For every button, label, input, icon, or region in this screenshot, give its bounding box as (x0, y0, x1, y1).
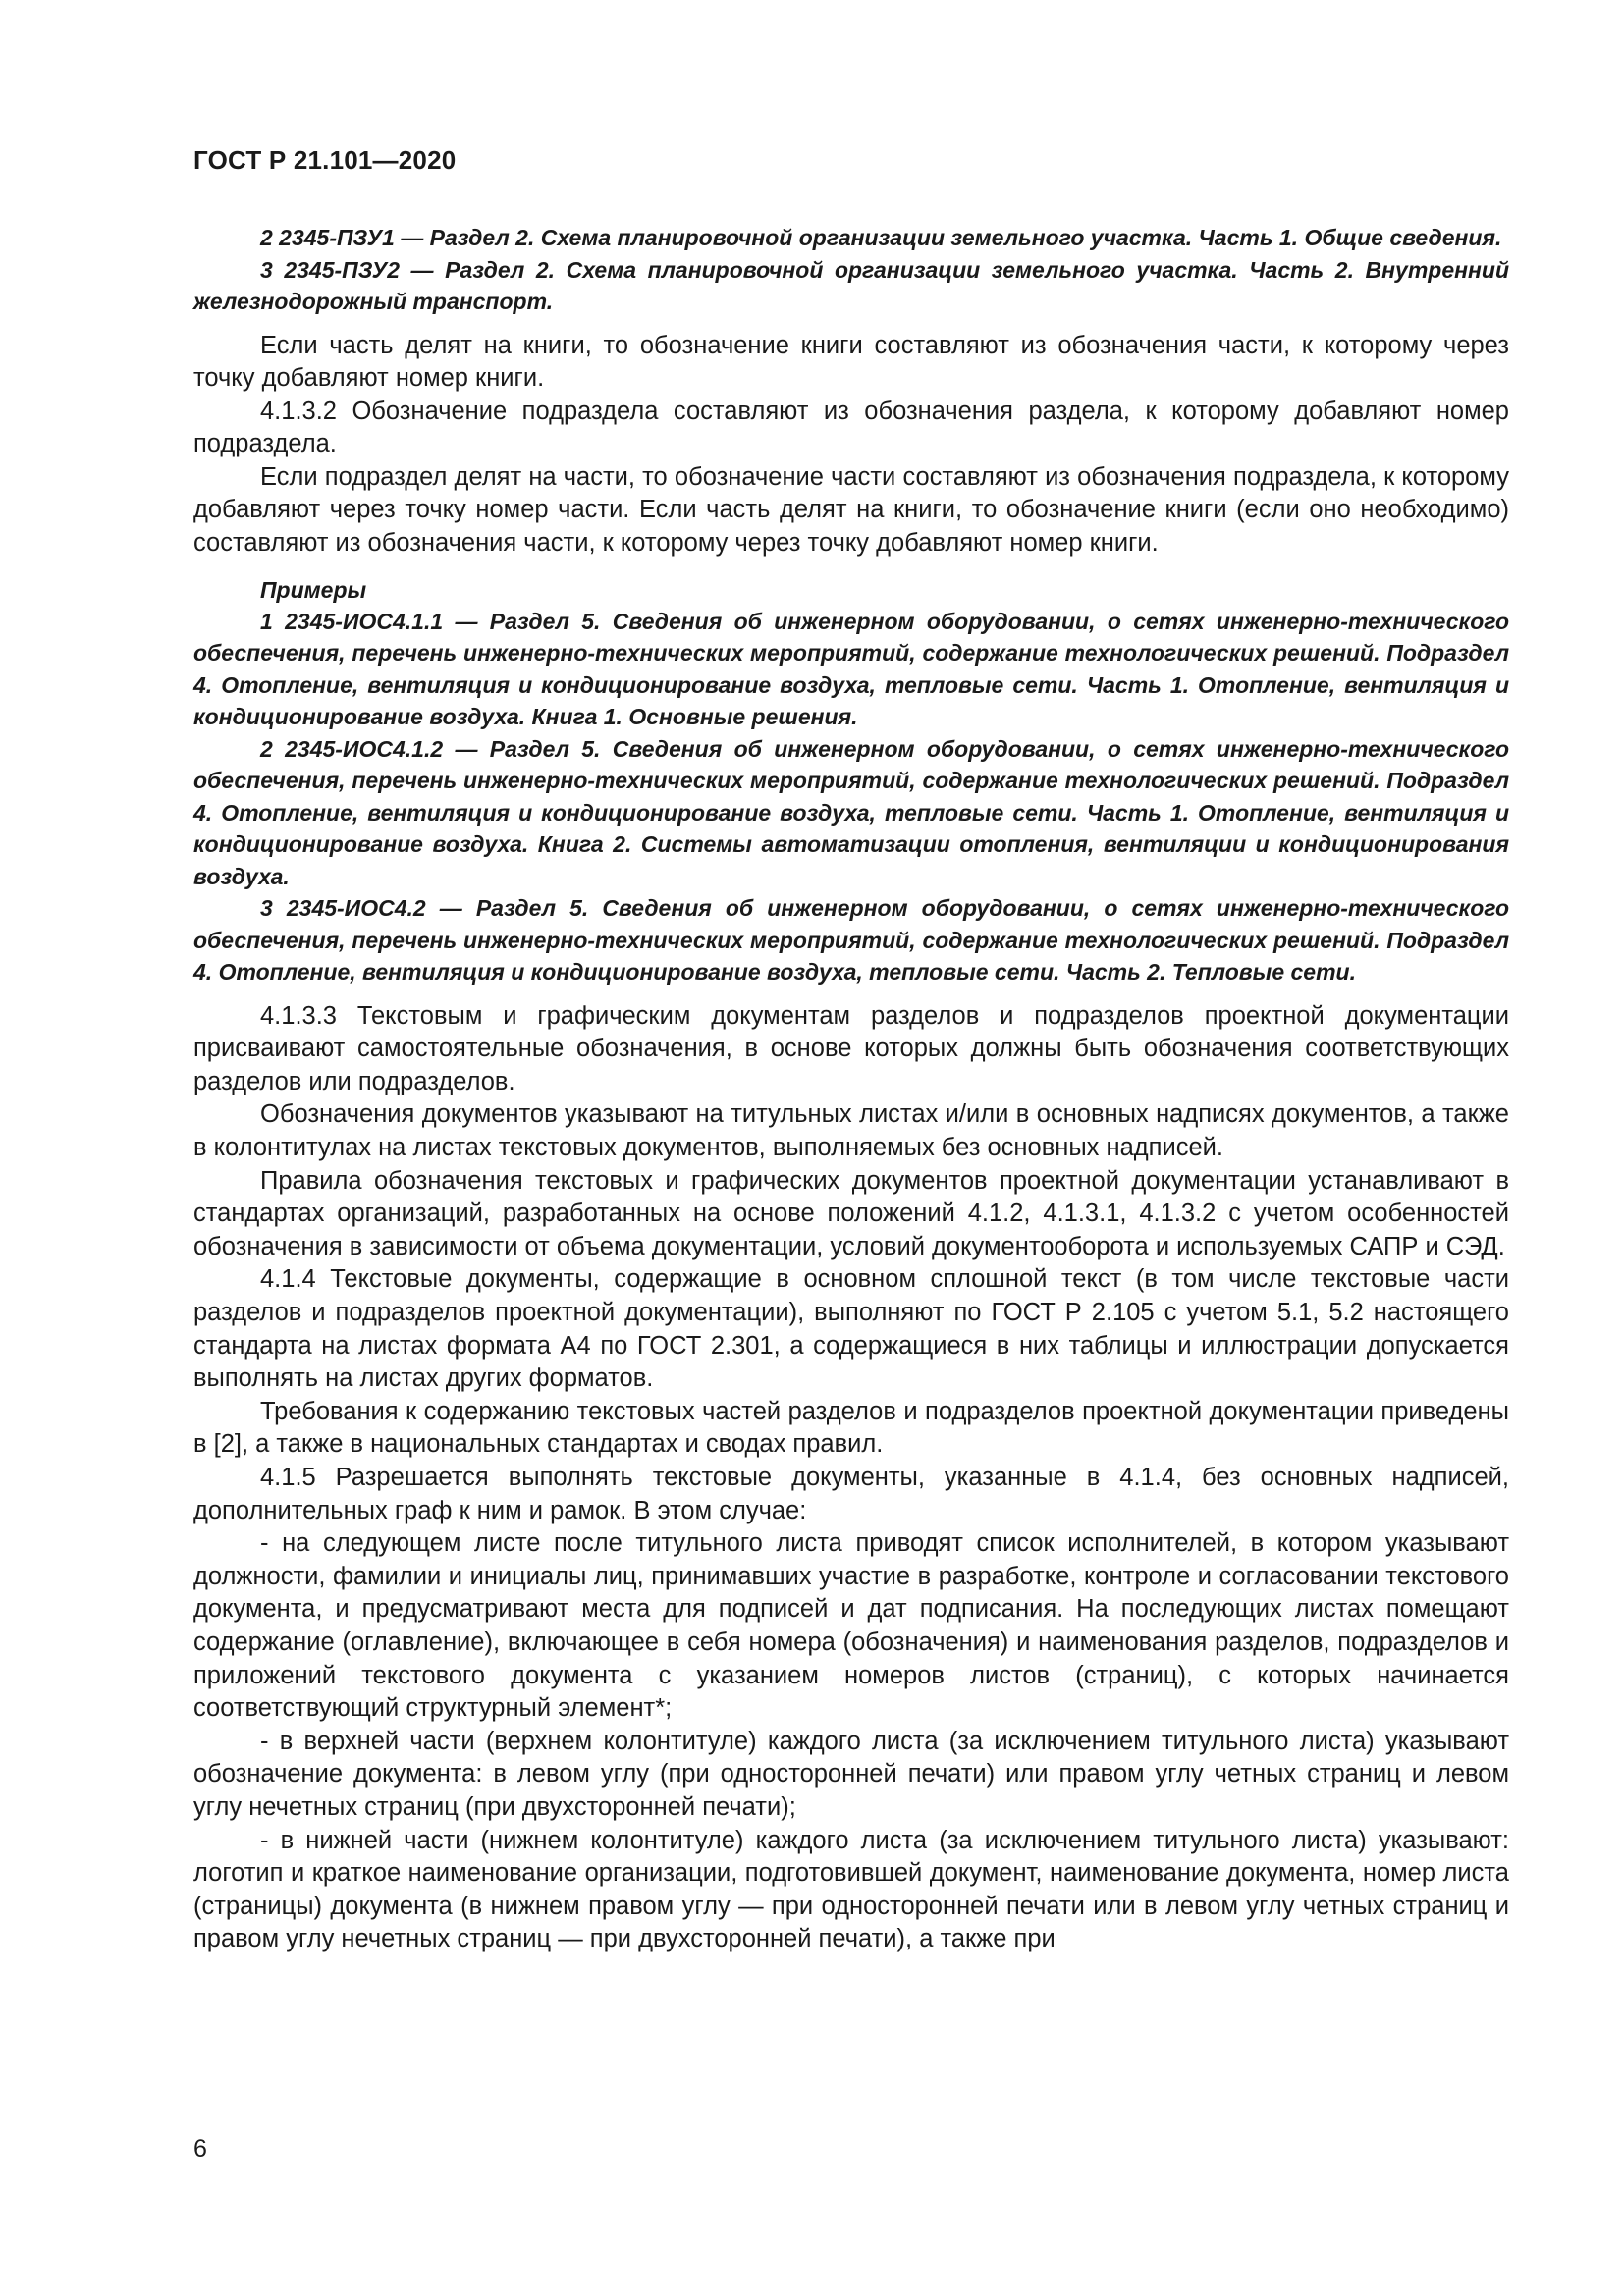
body-paragraph: Требования к содержанию текстовых частей разделов и подразделов проектной документации приведены в [2], а также в национальных стандартах и сводах правил. (193, 1397, 1509, 1459)
body-paragraph: Обозначения документов указывают на титульных листах и/или в основных надписях документов, а также в колонтитулах на листах текстовых документов, выполняемых без основных надписей. (193, 1100, 1509, 1162)
page-content (193, 222, 1509, 1956)
body-paragraph: 4.1.3.3 Текстовым и графическим документам разделов и подразделов проектной документации присваивают самостоятельные обозначения, в основе которых должны быть обозначения соответствующих разделов или подразделов. (193, 1001, 1509, 1095)
body-paragraph: Если часть делят на книги, то обозначение книги составляют из обозначения части, к которому через точку добавляют номер книги. (193, 331, 1509, 393)
document-code-header: ГОСТ Р 21.101—2020 (193, 145, 457, 175)
example-paragraph: 1 2345-ИОС4.1.1 — Раздел 5. Сведения об инженерном оборудовании, о сетях инженерно-технического обеспечения, перечень инженерно-технических мероприятий, содержание технологических решений. Подраздел 4. Отопление, вентиляция и кондиционирование воздуха, тепловые сети. Часть 1. Отопление, вентиляция и кондиционирование воздуха. Книга 1. Основные решения. (193, 608, 1509, 730)
body-paragraph: Правила обозначения текстовых и графических документов проектной документации устанавливают в стандартах организаций, разработанных на основе положений 4.1.2, 4.1.3.1, 4.1.3.2 с учетом особенностей обозначения в зависимости от объема документации, условий документооборота и используемых САПР и СЭД. (193, 1166, 1509, 1260)
list-item: - на следующем листе после титульного листа приводят список исполнителей, в котором указывают должности, фамилии и инициалы лиц, принимавших участие в разработке, контроле и согласовании текстового документа, и предусматривают места для подписей и дат подписания. На последующих листах помещают содержание (оглавление), включающее в себя номера (обозначения) и наименования разделов, подразделов и приложений текстового документа с указанием номеров листов (страниц), с которых начинается соответствующий структурный элемент*; (193, 1529, 1509, 1723)
list-item: - в верхней части (верхнем колонтитуле) каждого листа (за исключением титульного листа) указывают обозначение документа: в левом углу (при односторонней печати) или правом углу четных страниц и левом углу нечетных страниц (при двухсторонней печати); (193, 1727, 1509, 1821)
example-paragraph: 2 2345-ПЗУ1 — Раздел 2. Схема планировочной организации земельного участка. Часть 1. Общие сведения. (260, 225, 1502, 250)
body-group-2 (193, 1000, 1509, 1956)
example-paragraph: 2 2345-ИОС4.1.2 — Раздел 5. Сведения об инженерном оборудовании, о сетях инженерно-технического обеспечения, перечень инженерно-технических мероприятий, содержание технологических решений. Подраздел 4. Отопление, вентиляция и кондиционирование воздуха, тепловые сети. Часть 1. Отопление, вентиляция и кондиционирование воздуха. Книга 2. Системы автоматизации отопления, вентиляции и кондиционирования воздуха. (193, 735, 1509, 889)
page-number: 6 (193, 2135, 207, 2163)
examples-group-1 (193, 222, 1509, 318)
examples-group-2 (193, 574, 1509, 988)
body-group-1 (193, 330, 1509, 561)
body-paragraph: Если подраздел делят на части, то обозначение части составляют из обозначения подраздела, к которому добавляют через точку номер части. Если часть делят на книги, то обозначение книги (если оно необходимо) составляют из обозначения части, к которому через точку добавляют номер книги. (193, 462, 1509, 558)
example-paragraph: 3 2345-ИОС4.2 — Раздел 5. Сведения об инженерном оборудовании, о сетях инженерно-технического обеспечения, перечень инженерно-технических мероприятий, содержание технологических решений. Подраздел 4. Отопление, вентиляция и кондиционирование воздуха, тепловые сети. Часть 2. Тепловые сети. (193, 895, 1509, 986)
examples-heading: Примеры (260, 576, 367, 603)
list-item: - в нижней части (нижнем колонтитуле) каждого листа (за исключением титульного листа) указывают: логотип и краткое наименование организации, подготовившей документ, наименование документа, номер листа (страницы) документа (в нижнем правом углу — при односторонней печати или в левом углу четных страниц и правом углу нечетных страниц — при двухсторонней печати), а также при (193, 1826, 1509, 1953)
body-paragraph: 4.1.5 Разрешается выполнять текстовые документы, указанные в 4.1.4, без основных надписей, дополнительных граф к ним и рамок. В этом случае: (193, 1463, 1509, 1524)
body-paragraph: 4.1.3.2 Обозначение подраздела составляют из обозначения раздела, к которому добавляют номер подраздела. (193, 397, 1509, 458)
body-paragraph: 4.1.4 Текстовые документы, содержащие в основном сплошной текст (в том числе текстовые части разделов и подразделов проектной документации), выполняют по ГОСТ Р 2.105 с учетом 5.1, 5.2 настоящего стандарта на листах формата А4 по ГОСТ 2.301, а содержащиеся в них таблицы и иллюстрации допускается выполнять на листах других форматов. (193, 1265, 1509, 1393)
example-paragraph: 3 2345-ПЗУ2 — Раздел 2. Схема планировочной организации земельного участка. Часть 2. Внутренний железнодорожный транспорт. (193, 256, 1509, 314)
